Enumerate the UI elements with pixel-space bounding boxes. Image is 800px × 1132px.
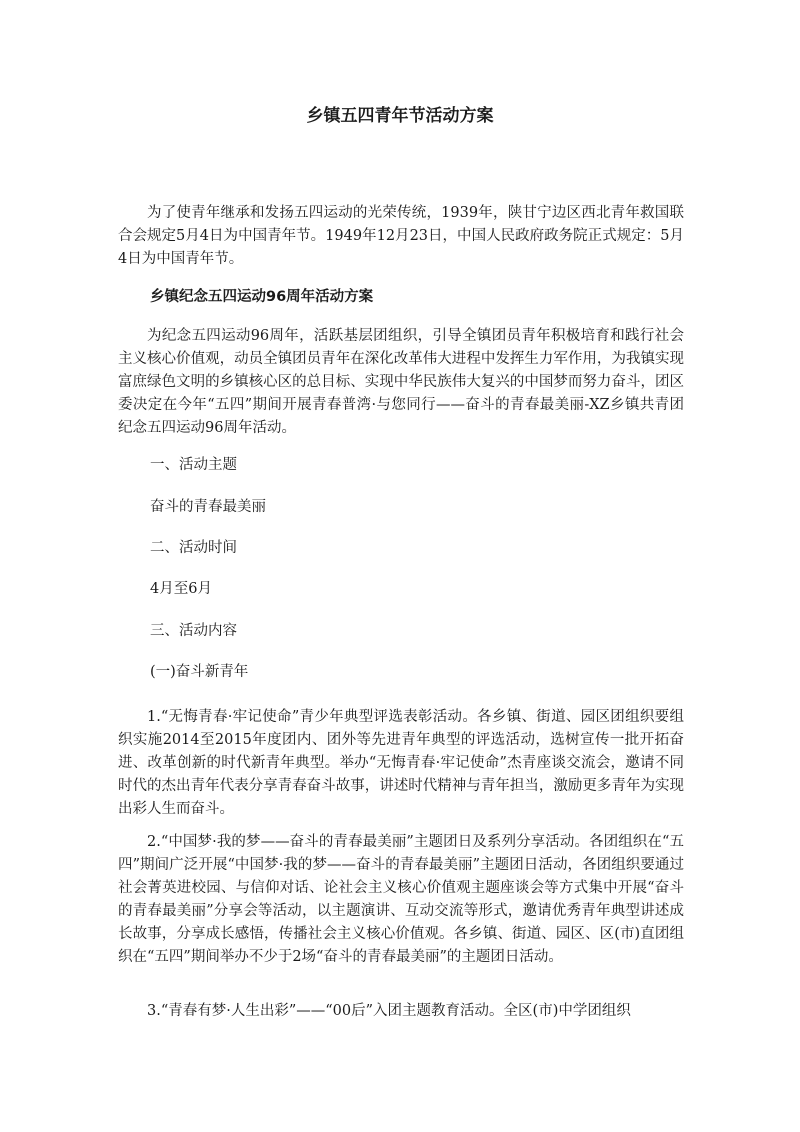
section-3-heading: 三、活动内容 xyxy=(150,623,237,639)
item-1-paragraph: 1.“无悔青春·牢记使命”青少年典型评选表彰活动。各乡镇、街道、园区团组织要组织实施2014至2015年度团内、团外等先进青年典型的评选活动，选树宣传一批开拓奋进、改革创新的时代新青年典型。举办“无悔青春·牢记使命”杰青座谈交流会，邀请不同时代的杰出青年代表分享青春奋斗故事，讲述时代精神与青年担当，激励更多青年为实现出彩人生而奋斗。 xyxy=(118,709,684,817)
section-1-text: 奋斗的青春最美丽 xyxy=(150,499,266,515)
section-2-heading: 二、活动时间 xyxy=(150,540,237,556)
section-1-heading: 一、活动主题 xyxy=(150,457,237,473)
intro-paragraph: 为了使青年继承和发扬五四运动的光荣传统，1939年，陕甘宁边区西北青年救国联合会规定5月4日为中国青年节。1949年12月23日，中国人民政府政务院正式规定：5月4日为中国青年节。 xyxy=(118,205,684,267)
item-3-paragraph: 3.“青春有梦·人生出彩”——“00后”入团主题教育活动。全区(市)中学团组织 xyxy=(147,1003,631,1019)
subsection-1-heading: (一)奋斗新青年 xyxy=(150,664,249,680)
purpose-paragraph: 为纪念五四运动96周年，活跃基层团组织，引导全镇团员青年积极培育和践行社会主义核心价值观，动员全镇团员青年在深化改革伟大进程中发挥生力军作用，为我镇实现富庶绿色文明的乡镇核心区的总目标、实现中华民族伟大复兴的中国梦而努力奋斗，团区委决定在今年“五四”期间开展青春普湾·与您同行——奋斗的青春最美丽-XZ乡镇共青团纪念五四运动96周年活动。 xyxy=(118,328,684,436)
section-2-text: 4月至6月 xyxy=(150,581,212,597)
document-title: 乡镇五四青年节活动方案 xyxy=(306,106,494,126)
item-2-paragraph: 2.“中国梦·我的梦——奋斗的青春最美丽”主题团日及系列分享活动。各团组织在“五四”期间广泛开展“中国梦·我的梦——奋斗的青春最美丽”主题团日活动，各团组织要通过社会菁英进校园、与信仰对话、论社会主义核心价值观主题座谈会等方式集中开展“奋斗的青春最美丽”分享会等活动，以主题演讲、互动交流等形式，邀请优秀青年典型讲述成长故事，分享成长感悟，传播社会主义核心价值观。各乡镇、街道、园区、区(市)直团组织在“五四”期间举办不少于2场“奋斗的青春最美丽”的主题团日活动。 xyxy=(118,834,684,965)
plan-subtitle: 乡镇纪念五四运动96周年活动方案 xyxy=(150,289,374,305)
